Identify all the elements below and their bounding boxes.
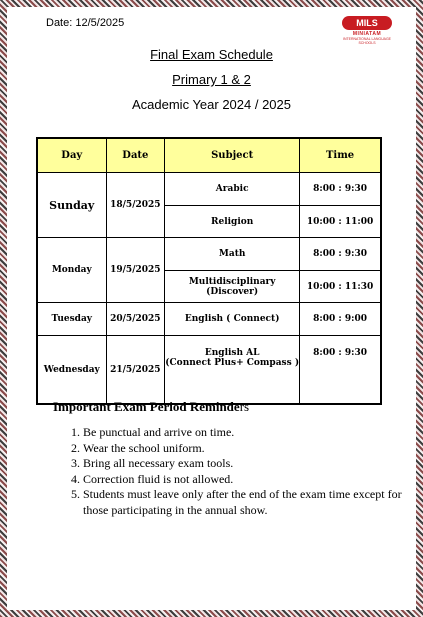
time-cell: 8:00 : 9:30 xyxy=(300,173,381,206)
grade-title: Primary 1 & 2 xyxy=(172,72,251,87)
subject-cell: Arabic xyxy=(165,173,300,206)
time-cell: 10:00 : 11:00 xyxy=(300,206,381,238)
date-cell: 20/5/2025 xyxy=(106,303,165,336)
reminders-heading-end: rs xyxy=(239,399,250,414)
document-date: Date: 12/5/2025 xyxy=(46,17,125,29)
reminders-heading xyxy=(53,399,249,415)
table-row xyxy=(37,336,381,405)
list-item: 2. Wear the school uniform. xyxy=(83,441,403,457)
day-cell: Sunday xyxy=(37,173,106,238)
day-cell: Tuesday xyxy=(37,303,106,336)
table-row xyxy=(37,173,381,206)
list-item: 3. Bring all necessary exam tools. xyxy=(83,456,403,472)
time-cell: 8:00 : 9:30 xyxy=(300,336,381,405)
schedule-title: Final Exam Schedule xyxy=(150,47,273,62)
header-day: Day xyxy=(37,138,106,173)
date-cell: 19/5/2025 xyxy=(106,238,165,303)
header-time: Time xyxy=(300,138,381,173)
academic-year-title: Academic Year 2024 / 2025 xyxy=(131,97,291,112)
logo-subtitle-2: INTERNATIONAL LANGUAGE SCHOOLS xyxy=(342,37,392,45)
header-date: Date xyxy=(106,138,165,173)
subject-cell xyxy=(165,336,300,405)
exam-schedule-table xyxy=(36,137,382,405)
reminders-heading-main: Important Exam Period Reminde xyxy=(53,399,240,414)
logo-subtitle: MINIATAM xyxy=(352,31,382,37)
time-cell: 10:00 : 11:30 xyxy=(300,271,381,303)
table-header-row xyxy=(37,138,381,173)
table-row xyxy=(37,303,381,336)
date-cell: 21/5/2025 xyxy=(106,336,165,405)
subject-cell: Multidisciplinary (Discover) xyxy=(165,271,300,303)
reminders-list xyxy=(50,425,403,518)
time-cell: 8:00 : 9:30 xyxy=(300,238,381,271)
subject-line-2: (Connect Plus+ Compass ) xyxy=(165,358,300,368)
day-cell: Wednesday xyxy=(37,336,106,405)
header-subject: Subject xyxy=(165,138,300,173)
subject-cell: Math xyxy=(165,238,300,271)
day-cell: Monday xyxy=(37,238,106,303)
list-item: 1. Be punctual and arrive on time. xyxy=(83,425,403,441)
table-row xyxy=(37,238,381,271)
list-item: 5. Students must leave only after the end of the exam time except for those participating in the annual show. xyxy=(83,487,403,518)
subject-line-1: English AL xyxy=(204,348,260,358)
date-cell: 18/5/2025 xyxy=(106,173,165,238)
school-logo xyxy=(336,16,398,45)
subject-cell: English ( Connect) xyxy=(165,303,300,336)
list-item: 4. Correction fluid is not allowed. xyxy=(83,472,403,488)
subject-cell: Religion xyxy=(165,206,300,238)
time-cell: 8:00 : 9:00 xyxy=(300,303,381,336)
logo-badge: MILS xyxy=(342,16,392,30)
